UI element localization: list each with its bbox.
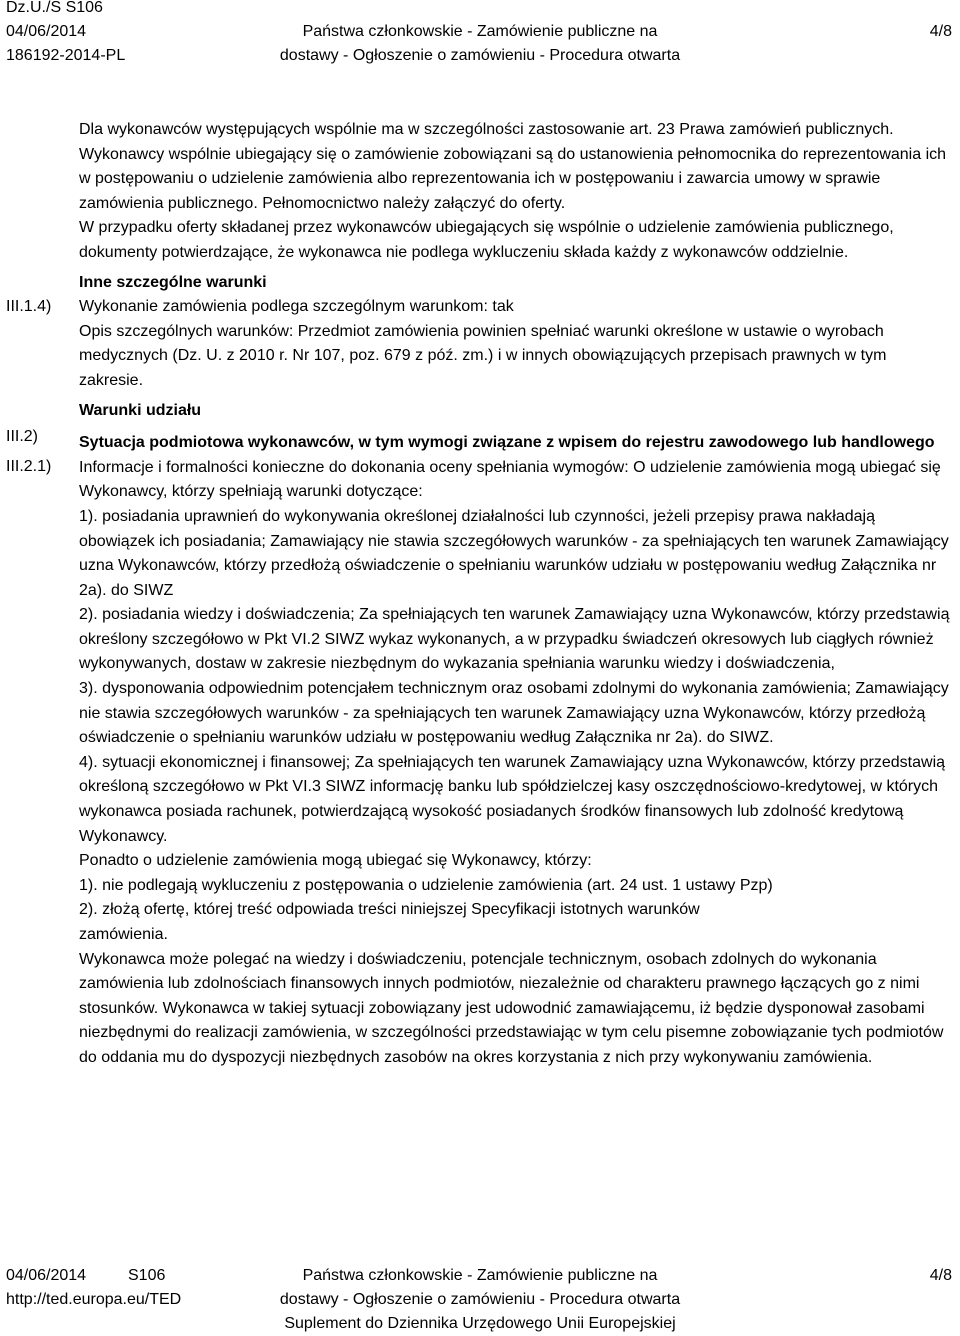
joint-offer-documents-paragraph: W przypadku oferty składanej przez wykonawców ubiegających się wspólnie o udzielenie zamówienia publicznego, dokumenty potwierdzające, że wykonawca nie podlega wykluczeniu składa każdy z wykonawców oddzielnie.	[79, 219, 894, 261]
header-title-line-2: dostawy - Ogłoszenie o zamówieniu - Procedura otwarta	[279, 47, 681, 64]
footer-title-line-1: Państwa członkowskie - Zamówienie publiczne na	[302, 1267, 658, 1284]
additional-conditions-intro: Ponadto o udzielenie zamówienia mogą ubiegać się Wykonawcy, którzy:	[79, 852, 592, 870]
section-label-iii-2-1: III.2.1)	[6, 458, 52, 475]
condition-item-4: 4). sytuacji ekonomicznej i finansowej; Za spełniających ten warunek Zamawiający uzna Wykonawców, którzy przedstawią określoną szczegółowo w Pkt VI.3 SIWZ informację banku lub spółdzielczej kasy oszczędnościowo-kredytowej, w których wykonawca posiada rachunek, potwierdzającą wysokość posiadanych środków finansowych lub zdolność kredytową Wykonawcy.	[79, 753, 946, 845]
other-conditions-heading: Inne szczególne warunki	[79, 273, 267, 291]
section-label-iii-1-4: III.1.4)	[6, 298, 52, 315]
document-body	[79, 118, 954, 1071]
special-conditions-line: Wykonanie zamówienia podlega szczególnym warunkom: tak	[79, 298, 514, 316]
footer-series: S106	[128, 1267, 166, 1284]
footer-title-line-2: dostawy - Ogłoszenie o zamówieniu - Procedura otwarta	[279, 1291, 681, 1308]
participation-conditions-heading: Warunki udziału	[79, 401, 202, 419]
joint-bidders-paragraph: Dla wykonawców występujących wspólnie ma w szczególności zastosowanie art. 23 Prawa zamówień publicznych. Wykonawcy wspólnie ubiegający się o zamówienie zobowiązani są do ustanowienia pełnomocnika do reprezentowania ich w postępowaniu o udzielenie zamówienia albo reprezentowania ich w postępowaniu i zawarcia umowy w sprawie zamówienia publicznego. Pełnomocnictwo należy załączyć do oferty.	[79, 121, 947, 212]
section-label-iii-2: III.2)	[6, 428, 39, 445]
additional-condition-2: 2). złożą ofertę, której treść odpowiada treści niniejszej Specyfikacji istotnych warunków zamówienia.	[79, 901, 700, 943]
footer-supplement: Suplement do Dziennika Urzędowego Unii Europejskiej	[284, 1315, 676, 1332]
special-conditions-description: Opis szczególnych warunków: Przedmiot zamówienia powinien spełniać warunki określone w ustawie o wyrobach medycznych (Dz. U. z 2010 r. Nr 107, poz. 679 z póź. zm.) i w innych obowiązujących przepisach prawnych w tym zakresie.	[79, 322, 887, 389]
condition-item-1: 1). posiadania uprawnień do wykonywania określonej działalności lub czynności, jeżeli przepisy prawa nakładają obowiązek ich posiadania; Zamawiający nie stawia szczegółowych warunków - za spełniających ten warunek Zamawiający uzna Wykonawców, którzy przedłożą oświadczenie o spełnianiu warunków udziału w postępowaniu według Załącznika nr 2a). do SIWZ	[79, 507, 949, 599]
footer-date: 04/06/2014	[6, 1267, 87, 1284]
header-page-number: 4/8	[929, 23, 952, 40]
assessment-info-paragraph: Informacje i formalności konieczne do dokonania oceny spełniania wymogów: O udzielenie zamówienia mogą ubiegać się Wykonawcy, którzy spełniają warunki dotyczące:	[79, 458, 941, 501]
third-party-resources-paragraph: Wykonawca może polegać na wiedzy i doświadczeniu, potencjale technicznym, osobach zdolnych do wykonania zamówienia lub zdolnościach finansowych innych podmiotów, niezależnie od charakteru prawnego łączących go z nimi stosunków. Wykonawca w takiej sytuacji zobowiązany jest udowodnić zamawiającemu, iż będzie dysponował zasobami niezbędnymi do realizacji zamówienia, w szczególności przedstawiając w tym celu pisemne zobowiązanie tych podmiotów do oddania mu do dyspozycji niezbędnych zasobów na okres korzystania z nich przy wykonywaniu zamówienia.	[79, 950, 944, 1066]
header-date: 04/06/2014	[6, 23, 87, 40]
condition-item-2: 2). posiadania wiedzy i doświadczenia; Za spełniających ten warunek Zamawiający uzna Wykonawców, którzy przedstawią określony szczegółowo w Pkt VI.2 SIWZ wykaz wykonanych, a w przypadku świadczeń okresowych lub ciągłych również wykonywanych, dostaw w zakresie niezbędnym do wykazania spełniania warunku wiedzy i doświadczenia,	[79, 606, 950, 673]
personal-situation-heading: Sytuacja podmiotowa wykonawców, w tym wymogi związane z wpisem do rejestru zawodowego lub handlowego	[79, 434, 935, 452]
header-journal-ref: Dz.U./S S106	[6, 0, 103, 16]
condition-item-3: 3). dysponowania odpowiednim potencjałem technicznym oraz osobami zdolnymi do wykonania zamówienia; Zamawiający nie stawia szczegółowych warunków - za spełniających ten warunek Zamawiający uzna Wykonawców, którzy przedłożą oświadczenie o spełnianiu warunków udziału w postępowaniu według Załącznika nr 2a). do SIWZ.	[79, 680, 949, 747]
footer-page-number: 4/8	[929, 1267, 952, 1284]
additional-condition-1: 1). nie podlegają wykluczeniu z postępowania o udzielenie zamówienia (art. 24 ust. 1 ustawy Pzp)	[79, 876, 773, 894]
header-notice-id: 186192-2014-PL	[6, 47, 126, 64]
footer-url-link[interactable]: http://ted.europa.eu/TED	[6, 1291, 182, 1308]
header-title-line-1: Państwa członkowskie - Zamówienie publiczne na	[302, 23, 658, 40]
